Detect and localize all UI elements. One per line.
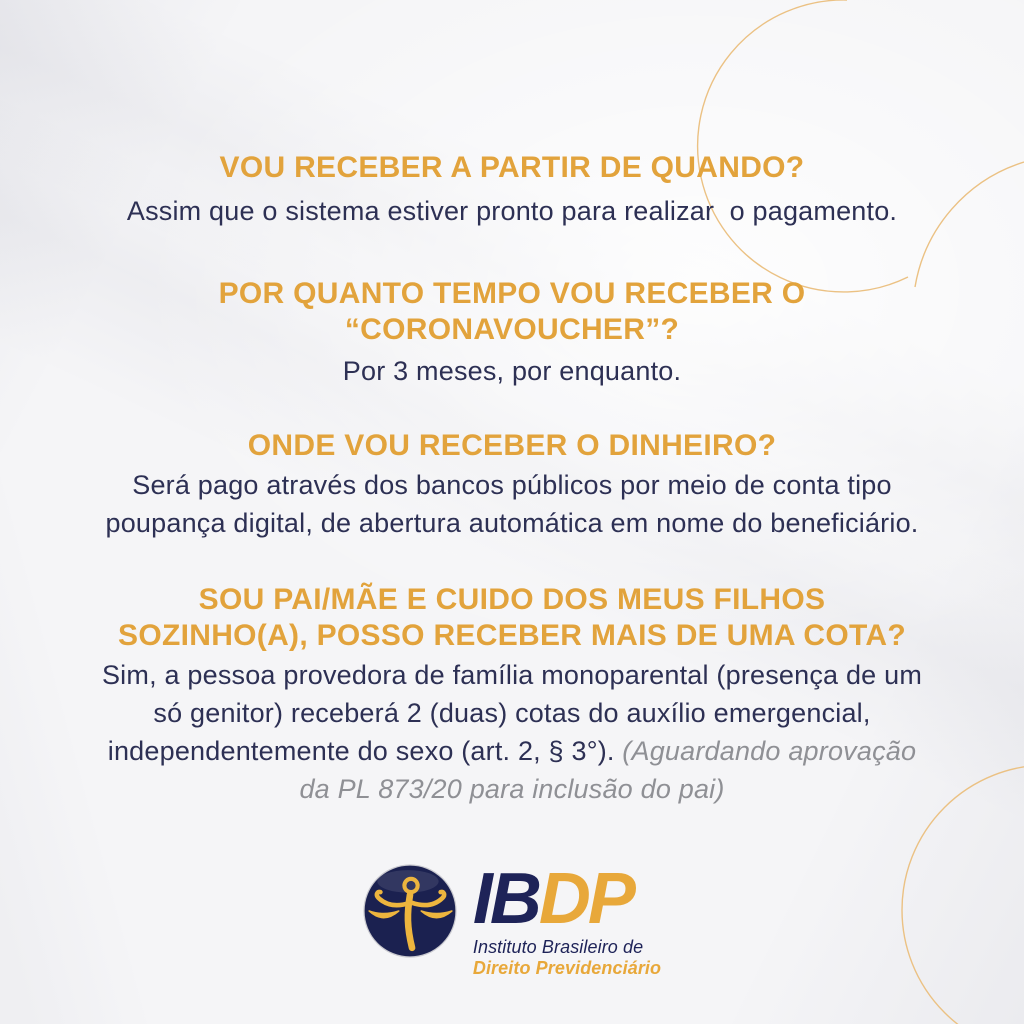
faq-answer-line: só genitor) receberá 2 (duas) cotas do auxílio emergencial, <box>153 698 871 728</box>
faq-question-line: SOU PAI/MÃE E CUIDO DOS MEUS FILHOS <box>198 583 826 616</box>
logo-acronym <box>472 859 661 939</box>
answer-note: (Aguardando aprovação <box>622 736 917 766</box>
ibdp-logo <box>0 860 1024 979</box>
faq-answer <box>0 656 1024 808</box>
faq-answer-line: Sim, a pessoa provedora de família monoparental (presença de um <box>101 660 923 690</box>
faq-answer <box>0 466 1024 542</box>
scales-person-icon <box>363 864 457 958</box>
faq-question-line: VOU RECEBER A PARTIR DE QUANDO? <box>219 151 805 184</box>
faq-section-onde <box>0 428 1024 542</box>
faq-question-line: “CORONAVOUCHER”? <box>344 313 680 346</box>
faq-answer <box>0 352 1024 390</box>
logo-tagline-line2: Direito Previdenciário <box>472 958 662 978</box>
answer-text: independentemente do sexo (art. 2, § 3°). <box>107 736 623 766</box>
faq-section-quando <box>0 150 1024 230</box>
faq-question <box>0 150 1024 186</box>
faq-question-line: ONDE VOU RECEBER O DINHEIRO? <box>247 429 777 462</box>
faq-answer-line <box>0 732 1024 770</box>
logo-tagline-line1: Instituto Brasileiro de <box>472 937 644 957</box>
faq-answer-line: Será pago através dos bancos públicos por meio de conta tipo <box>132 470 892 500</box>
faq-section-tempo <box>0 276 1024 390</box>
faq-question <box>0 428 1024 464</box>
faq-question <box>0 276 1024 348</box>
answer-note-line: da PL 873/20 para inclusão do pai) <box>299 774 725 804</box>
logo-acronym-dp: DP <box>538 859 633 939</box>
faq-answer-line: Por 3 meses, por enquanto. <box>342 356 682 386</box>
faq-answer-line: poupança digital, de abertura automática em nome do beneficiário. <box>105 508 919 538</box>
faq-question-line: POR QUANTO TEMPO VOU RECEBER O <box>218 277 806 310</box>
faq-question-line: SOZINHO(A), POSSO RECEBER MAIS DE UMA COTA? <box>118 619 906 652</box>
faq-answer <box>0 192 1024 230</box>
logo-text-block <box>473 860 661 979</box>
faq-answer-line: Assim que o sistema estiver pronto para realizar o pagamento. <box>126 196 898 226</box>
faq-section-cotas <box>0 582 1024 808</box>
faq-question <box>0 582 1024 654</box>
logo-acronym-ib: IB <box>472 859 539 939</box>
logo-tagline <box>473 937 661 979</box>
